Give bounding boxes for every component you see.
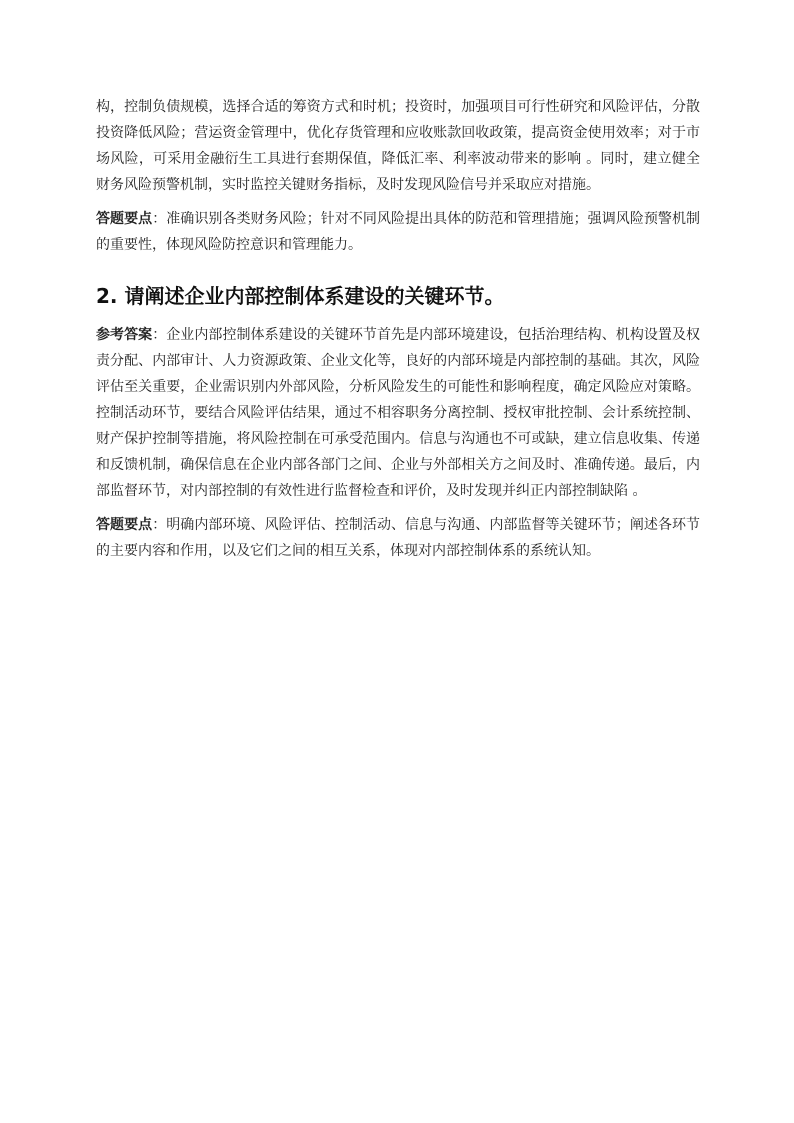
answer-points-label: 答题要点 — [96, 211, 153, 227]
answer-points-paragraph-1 — [96, 206, 700, 258]
reference-answer-text: ：企业内部控制体系建设的关键环节首先是内部环境建设，包括治理结构、机构设置及权责分配、内部审计、人力资源政策、企业文化等，良好的内部环境是内部控制的基础。其次，风险评估至关重要，企业需识别内外部风险，分析风险发生的可能性和影响程度，确定风险应对策略。控制活动环节，要结合风险评估结果，通过不相容职务分离控制、授权审批控制、会计系统控制、财产保护控制等措施，将风险控制在可承受范围内。信息与沟通也不可或缺，建立信息收集、传递和反馈机制，确保信息在企业内部各部门之间、企业与外部相关方之间及时、准确传递。最后，内部监督环节，对内部控制的有效性进行监督检查和评价，及时发现并纠正内部控制缺陷 。 — [96, 327, 701, 499]
continued-answer-text: 构，控制负债规模，选择合适的筹资方式和时机；投资时，加强项目可行性研究和风险评估，分散投资降低风险；营运资金管理中，优化存货管理和应收账款回收政策，提高资金使用效率；对于市场风险，可采用金融衍生工具进行套期保值，降低汇率、利率波动带来的影响 。同时，建立健全财务风险预警机制，实时监控关键财务指标，及时发现风险信号并采取应对措施。 — [96, 99, 700, 193]
answer-points-text: ：准确识别各类财务风险；针对不同风险提出具体的防范和管理措施；强调风险预警机制的重要性，体现风险防控意识和管理能力。 — [96, 211, 701, 253]
continued-answer-paragraph — [96, 94, 700, 198]
reference-answer-paragraph — [96, 322, 700, 504]
answer-points-paragraph-2 — [96, 512, 700, 564]
document-page — [96, 94, 700, 564]
question-2-heading: 2. 请阐述企业内部控制体系建设的关键环节。 — [96, 284, 505, 308]
answer-points-label: 答题要点 — [96, 517, 153, 533]
reference-answer-label: 参考答案 — [96, 327, 153, 343]
answer-points-text: ：明确内部环境、风险评估、控制活动、信息与沟通、内部监督等关键环节；阐述各环节的主要内容和作用，以及它们之间的相互关系，体现对内部控制体系的系统认知。 — [96, 517, 701, 559]
